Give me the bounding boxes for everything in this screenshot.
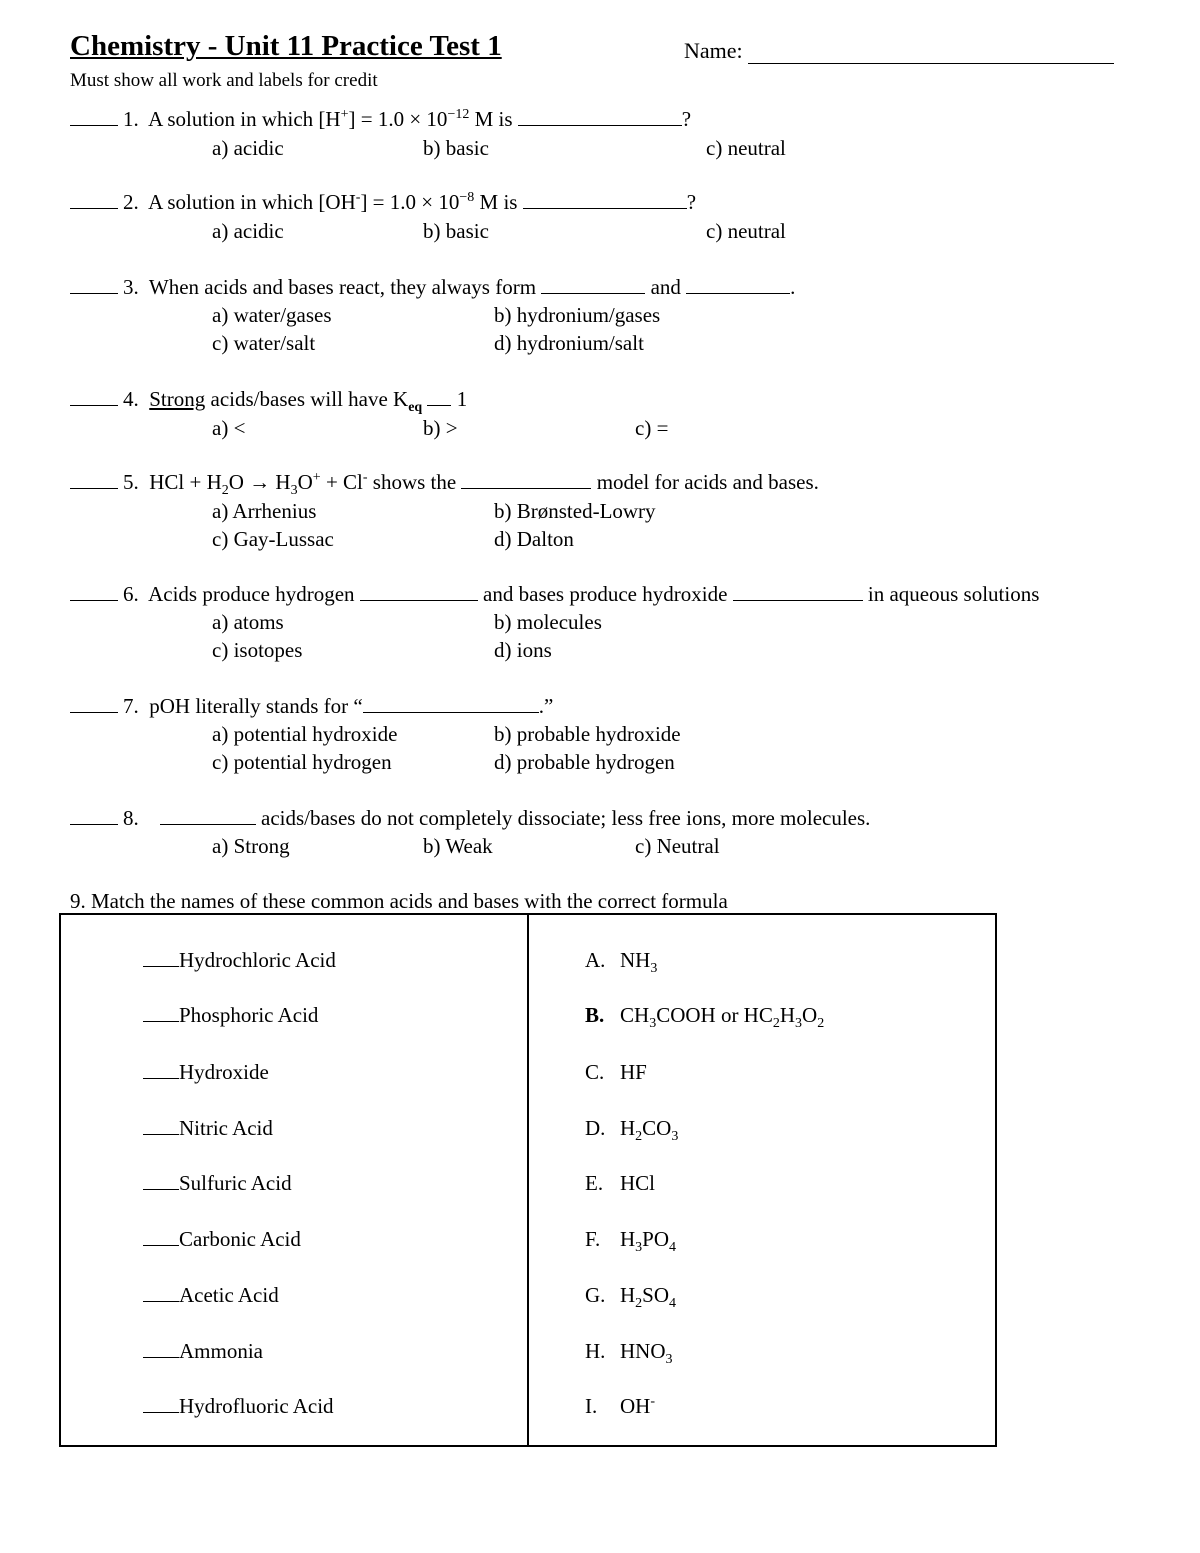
question-3	[70, 275, 118, 300]
fill-blank[interactable]	[518, 107, 682, 126]
option[interactable]: d) hydronium/salt	[494, 331, 644, 355]
answer-blank[interactable]	[70, 582, 118, 601]
formula-row: E. HCl	[585, 1171, 656, 1195]
option[interactable]: a) water/gases	[212, 303, 332, 327]
option[interactable]: b) Weak	[423, 834, 493, 858]
option[interactable]: a) potential hydroxide	[212, 722, 398, 746]
option[interactable]: a) acidic	[212, 219, 284, 243]
option[interactable]: c) Gay-Lussac	[212, 527, 334, 551]
match-name-row: Hydrofluoric Acid	[143, 1394, 334, 1419]
answer-blank[interactable]	[70, 694, 118, 713]
match-name-row: Hydrochloric Acid	[143, 948, 336, 973]
name-label: Name:	[684, 38, 743, 63]
match-blank[interactable]	[143, 1227, 179, 1246]
formula-row: F. $H_3PO_4$	[585, 1227, 677, 1256]
match-name-row: Phosphoric Acid	[143, 1003, 318, 1028]
option[interactable]: a) atoms	[212, 610, 284, 634]
question-4	[70, 387, 118, 412]
option[interactable]: b) Brønsted-Lowry	[494, 499, 656, 523]
match-blank[interactable]	[143, 1283, 179, 1302]
formula-row: G. $H_2SO_4$	[585, 1283, 677, 1312]
question-5-text: 5. HCl + $H_2O \to H_3O^+ + Cl^-$ shows the model for acids and bases.	[123, 470, 819, 499]
match-blank[interactable]	[143, 1339, 179, 1358]
option[interactable]: c) Neutral	[635, 834, 720, 858]
fill-blank[interactable]	[733, 582, 863, 601]
option[interactable]: a) <	[212, 416, 246, 440]
option[interactable]: c) isotopes	[212, 638, 303, 662]
match-blank[interactable]	[143, 1003, 179, 1022]
option[interactable]: a) Arrhenius	[212, 499, 317, 523]
option[interactable]: d) ions	[494, 638, 552, 662]
option[interactable]: d) Dalton	[494, 527, 574, 551]
answer-blank[interactable]	[70, 275, 118, 294]
option[interactable]: c) neutral	[706, 136, 786, 160]
fill-blank[interactable]	[427, 387, 451, 406]
option[interactable]: c) potential hydrogen	[212, 750, 392, 774]
question-6	[70, 582, 118, 607]
question-3-text: 3. When acids and bases react, they always form and .	[123, 275, 796, 299]
option[interactable]: c) neutral	[706, 219, 786, 243]
match-name-row: Acetic Acid	[143, 1283, 279, 1308]
match-name-row: Nitric Acid	[143, 1116, 273, 1141]
question-4-text: 4. Strong acids/bases will have $K_{eq}$ 1	[123, 387, 468, 416]
match-blank[interactable]	[143, 948, 179, 967]
option[interactable]: c) =	[635, 416, 669, 440]
fill-blank[interactable]	[360, 582, 478, 601]
option[interactable]: a) acidic	[212, 136, 284, 160]
question-2	[70, 190, 118, 215]
question-1	[70, 107, 118, 132]
option[interactable]: d) probable hydrogen	[494, 750, 675, 774]
match-blank[interactable]	[143, 1116, 179, 1135]
question-6-text: 6. Acids produce hydrogen and bases produce hydroxide in aqueous solutions	[123, 582, 1040, 606]
formula-row: C. HF	[585, 1060, 647, 1084]
question-5	[70, 470, 118, 495]
page-title: Chemistry - Unit 11 Practice Test 1	[70, 30, 502, 62]
option[interactable]: b) hydronium/gases	[494, 303, 661, 327]
table-divider	[527, 915, 529, 1445]
match-blank[interactable]	[143, 1060, 179, 1079]
match-name-row: Ammonia	[143, 1339, 263, 1364]
option[interactable]: b) molecules	[494, 610, 602, 634]
question-8	[70, 806, 118, 831]
formula-row: A. $NH_3$	[585, 948, 658, 977]
answer-blank[interactable]	[70, 470, 118, 489]
question-8-text: 8. acids/bases do not completely dissociate; less free ions, more molecules.	[123, 806, 871, 830]
match-blank[interactable]	[143, 1394, 179, 1413]
option[interactable]: b) basic	[423, 219, 489, 243]
match-blank[interactable]	[143, 1171, 179, 1190]
question-9-prompt: 9. Match the names of these common acids and bases with the correct formula	[70, 889, 728, 913]
match-name-row: Hydroxide	[143, 1060, 269, 1085]
formula-row: H. $HNO_3$	[585, 1339, 673, 1368]
fill-blank[interactable]	[523, 190, 687, 209]
fill-blank[interactable]	[541, 275, 645, 294]
match-name-row: Carbonic Acid	[143, 1227, 301, 1252]
option[interactable]: b) >	[423, 416, 458, 440]
question-2-text: 2. A solution in which $[OH^-] = 1.0 \times 10^{-8}$ M is ?	[123, 190, 697, 214]
instructions: Must show all work and labels for credit	[70, 70, 378, 91]
answer-blank[interactable]	[70, 806, 118, 825]
name-blank[interactable]	[748, 63, 1114, 64]
match-name-row: Sulfuric Acid	[143, 1171, 292, 1196]
answer-blank[interactable]	[70, 107, 118, 126]
formula-row: D. $H_2CO_3$	[585, 1116, 679, 1145]
formula-row: B. $CH_3COOH$ or $HC_2H_3O_2$	[585, 1003, 825, 1032]
formula-row: I. OH-	[585, 1394, 656, 1418]
fill-blank[interactable]	[363, 694, 539, 713]
fill-blank[interactable]	[686, 275, 790, 294]
fill-blank[interactable]	[160, 806, 256, 825]
matching-table	[59, 913, 997, 1447]
question-7	[70, 694, 118, 719]
answer-blank[interactable]	[70, 387, 118, 406]
question-1-text: 1. A solution in which $[H^+] = 1.0 \times 10^{-12}$ M is ?	[123, 107, 692, 131]
option[interactable]: b) probable hydroxide	[494, 722, 681, 746]
answer-blank[interactable]	[70, 190, 118, 209]
question-7-text: 7. pOH literally stands for “ .”	[123, 694, 554, 718]
option[interactable]: b) basic	[423, 136, 489, 160]
fill-blank[interactable]	[461, 470, 591, 489]
option[interactable]: c) water/salt	[212, 331, 316, 355]
option[interactable]: a) Strong	[212, 834, 290, 858]
